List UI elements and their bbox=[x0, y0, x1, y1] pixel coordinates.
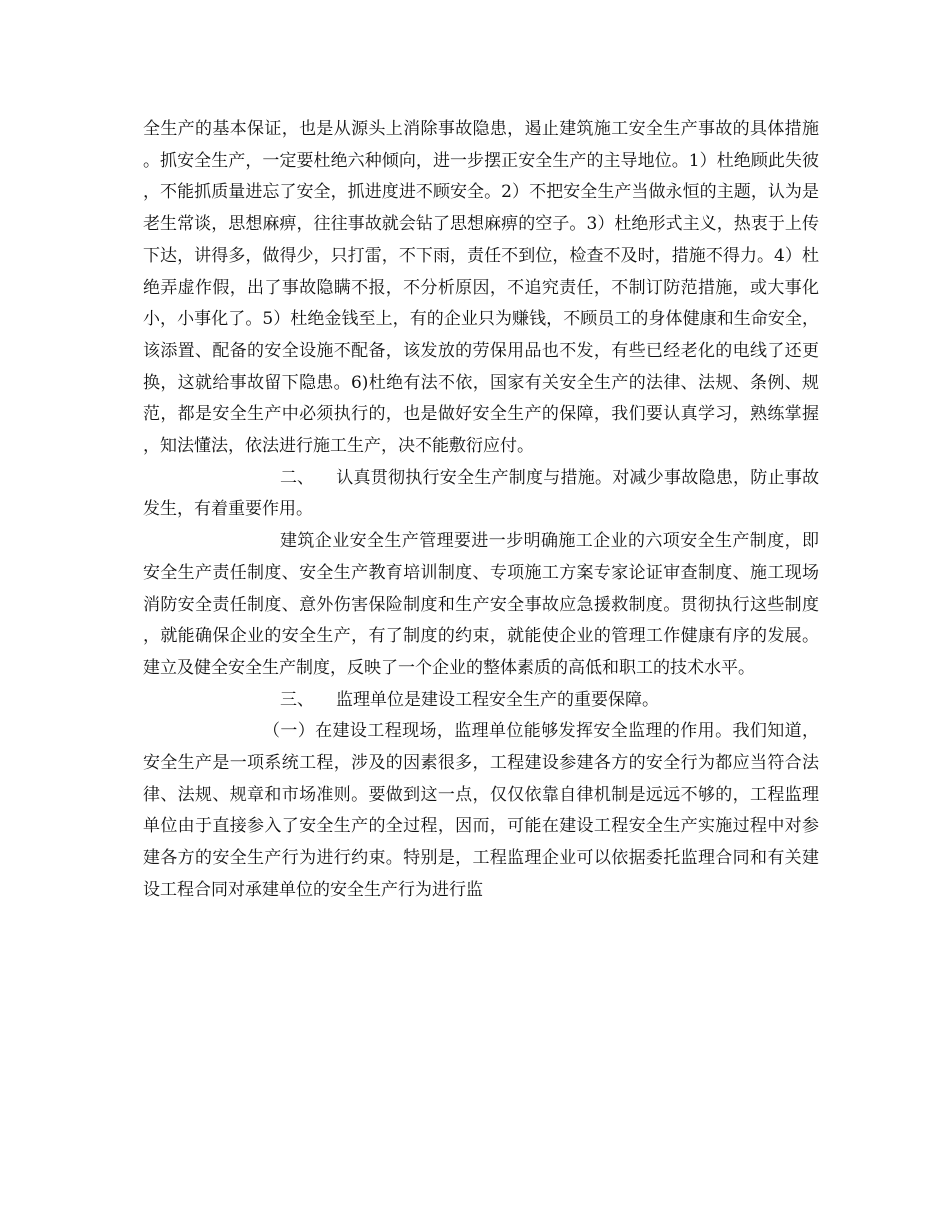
section-heading-two bbox=[143, 463, 819, 526]
paragraph-supervision: （一）在建设工程现场，监理单位能够发挥安全监理的作用。我们知道，安全生产是一项系统工程，涉及的因素很多，工程建设参建各方的安全行为都应当符合法律、法规、规章和市场准则。要做到这一点，仅仅依靠自律机制是远远不够的，工程监理单位由于直接参入了安全生产的全过程，因而，可能在建设工程安全生产实施过程中对参建各方的安全生产行为进行约束。特别是，工程监理企业可以依据委托监理合同和有关建设工程合同对承建单位的安全生产行为进行监 bbox=[143, 721, 819, 900]
paragraph-six-tendencies: 全生产的基本保证，也是从源头上消除事故隐患，遏止建筑施工安全生产事故的具体措施。抓安全生产，一定要杜绝六种倾向，进一步摆正安全生产的主导地位。1）杜绝顾此失彼，不能抓质量进忘了安全，抓进度进不顾安全。2）不把安全生产当做永恒的主题，认为是老生常谈，思想麻痹，往往事故就会钻了思想麻痹的空子。3）杜绝形式主义，热衷于上传下达，讲得多，做得少，只打雷，不下雨，责任不到位，检查不及时，措施不得力。4）杜绝弄虚作假，出了事故隐瞒不报，不分析原因，不追究责任，不制订防范措施，或大事化小，小事化了。5）杜绝金钱至上，有的企业只为赚钱，不顾员工的身体健康和生命安全，该添置、配备的安全设施不配备，该发放的劳保用品也不发，有些已经老化的电线了还更换，这就给事故留下隐患。6)杜绝有法不依，国家有关安全生产的法律、法规、条例、规范，都是安全生产中必须执行的，也是做好安全生产的保障，我们要认真学习，熟练掌握，知法懂法，依法进行施工生产，决不能敷衍应付。 bbox=[143, 119, 819, 457]
section-number-three: 三、 bbox=[280, 689, 314, 710]
section-text-two: 认真贯彻执行安全生产制度与措施。对减少事故隐患，防止事故发生，有着重要作用。 bbox=[143, 467, 819, 520]
document-body bbox=[143, 114, 819, 907]
section-heading-three bbox=[143, 685, 819, 717]
paragraph-six-systems: 建筑企业安全生产管理要进一步明确施工企业的六项安全生产制度，即安全生产责任制度、安全生产教育培训制度、专项施工方案专家论证审查制度、施工现场消防安全责任制度、意外伤害保险制度和生产安全事故应急援救制度。贯彻执行这些制度，就能确保企业的安全生产，有了制度的约束，就能使企业的管理工作健康有序的发展。建立及健全安全生产制度，反映了一个企业的整体素质的高低和职工的技术水平。 bbox=[143, 531, 819, 678]
section-number-two: 二、 bbox=[280, 467, 314, 488]
section-text-three: 监理单位是建设工程安全生产的重要保障。 bbox=[336, 689, 659, 710]
